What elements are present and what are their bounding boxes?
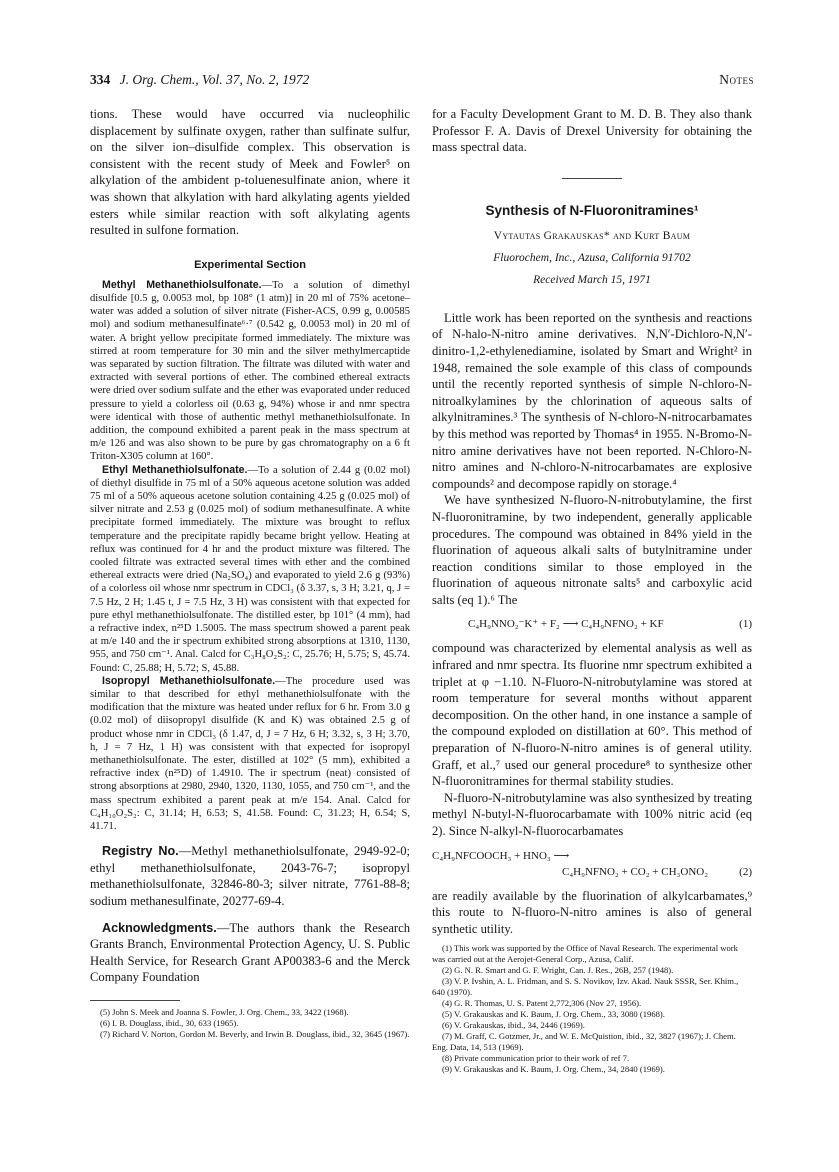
equation-number: (2) [739,865,752,878]
footnote: (8) Private communication prior to their work of ref 7. [442,1053,630,1064]
header-left [90,72,309,88]
left-column [90,106,410,1040]
run-in-heading: Methyl Methanethiolsulfonate. [102,278,262,291]
article-authors: Vytautas Grakauskas* and Kurt Baum [493,229,691,242]
footnote: (2) G. N. R. Smart and G. F. Wright, Can. J. Res., 26B, 257 (1948). [442,965,674,976]
experimental-isopropyl [90,675,410,833]
equation-2 [432,848,752,880]
footnote: (7) M. Graff, C. Gotzmer, Jr., and W. E. McQuistion, ibid., 32, 3827 (1967); J. Chem. Eng. Data, 14, 513 (1969). [432,1031,736,1053]
acknowledgments-paragraph [90,920,410,986]
intro-paragraph: tions. These would have occurred via nucleophilic displacement by sulfinate oxygen, rather than sulfinate sulfur, on the silver ion–disulfide complex. This observation is consistent with the recent study of Meek and Fowler⁵ on alkylation of the ambident p-toluenesulfinate anion, where it was shown that alkylation with hard alkylating agents yielded esters while similar reaction with soft alkylating agents resulted in sulfone formation. [90,107,410,238]
footnote-separator [90,1000,180,1001]
run-in-heading: Registry No. [102,844,179,859]
equation-text: C₄H₉NNO₂⁻K⁺ + F₂ ⟶ C₄H₉NFNO₂ + KF [468,618,664,631]
journal-citation: J. Org. Chem., Vol. 37, No. 2, 1972 [119,72,310,87]
footnote: (4) G. R. Thomas, U. S. Patent 2,772,306 (Nov 27, 1956). [442,998,642,1009]
footnote: (6) V. Grakauskas, ibid., 34, 2446 (1969). [442,1020,585,1031]
equation-1 [432,616,752,632]
body-paragraph-5: are readily available by the fluorination of alkylcarbamates,⁹ this route to N-fluoro-N-nitro amines is also of general synthetic utility. [432,888,752,936]
experimental-methyl [90,279,410,464]
experimental-heading: Experimental Section [194,258,306,271]
footnote: (5) John S. Meek and Joanna S. Fowler, J. Org. Chem., 33, 3422 (1968). [100,1007,349,1018]
article-divider [562,178,622,179]
body-paragraph-2: We have synthesized N-fluoro-N-nitrobutylamine, the first N-fluoronitramine, by two independent, generally applicable procedures. The compound was obtained in 84% yield in the fluorination of aqueous alkali salts of butylnitramine under reaction conditions similar to those employed in the fluorination of aqueous nitronate salts⁵ and carboxylic acid salts (eq 1).⁶ The [432,493,752,607]
equation-line-1: C₄H₉NFCOOCH₃ + HNO₃ ⟶ [432,849,570,862]
received-date: Received March 15, 1971 [533,273,651,286]
right-column [432,106,752,1075]
page-header [90,72,754,94]
footnote: (7) Richard V. Norton, Gordon M. Beverly, and Irwin B. Douglass, ibid., 32, 3645 (1967). [100,1029,410,1040]
continued-paragraph: for a Faculty Development Grant to M. D. B. They also thank Professor F. A. Davis of Drexel University for obtaining the mass spectral data. [432,107,752,155]
footnote: (1) This work was supported by the Office of Naval Research. The experimental work was carried out at the Aerojet-General Corp., Azusa, Calif. [432,943,738,965]
right-footnotes [432,943,752,1075]
run-in-heading: Isopropyl Methanethiolsulfonate. [102,674,276,687]
section-name: Notes [719,72,754,87]
article-title: Synthesis of N-Fluoronitramines¹ [485,202,699,218]
run-in-heading: Acknowledgments. [102,920,217,935]
article-affiliation: Fluorochem, Inc., Azusa, California 91702 [493,251,691,264]
paragraph-text: —The authors thank the Research Grants Branch, Environmental Protection Agency, U. S. Public Health Service, for Research Grant AP00383-6 and the Merck Company Foundation [90,920,410,985]
body-paragraph-3: compound was characterized by elemental analysis as well as infrared and nmr spectra. Its fluorine nmr spectrum exhibited a triplet at φ −1.10. N-Fluoro-N-nitrobutylamine was stored at room temperature for several months without apparent decomposition. On the other hand, in one instance a sample of the compound exploded on distillation at 60°. This method of preparation of N-fluoro-N-nitro amines is of general utility. Graff, et al.,⁷ used our general procedure⁸ to synthesize other N-fluoronitramines for thermal stability studies. [432,641,752,789]
footnote: (3) V. P. Ivshin, A. L. Fridman, and S. S. Novikov, Izv. Akad. Nauk SSSR, Ser. Khim., 640 (1970). [432,976,739,998]
equation-number: (1) [739,618,752,631]
body-paragraph-4: N-fluoro-N-nitrobutylamine was also synthesized by treating methyl N-butyl-N-fluorocarbamate with 100% nitric acid (eq 2). Since N-alkyl-N-fluorocarbamates [432,790,752,838]
paragraph-text: —Methyl methanethiolsulfonate, 2949-92-0; ethyl methanethiolsulfonate, 2043-76-7; isopropyl methanethiolsulfonate, 32846-80-3; silver nitrate, 7761-88-8; sodium methanesulfinate, 20277-69-4. [90,844,410,909]
left-footnotes [90,1007,410,1040]
footnote: (5) V. Grakauskas and K. Baum, J. Org. Chem., 33, 3080 (1968). [442,1009,665,1020]
paragraph-text: —To a solution of 2.44 g (0.02 mol) of diethyl disulfide in 75 ml of a 50% aqueous acetone solution was added 75 ml of a 50% aqueous acetone solution containing 4.25 g (0.025 mol) of silver nitrate and 2.53 g (0.025 mol) of sodium methanesulfinate. A white precipitate formed immediately. The mixture was brought to reflux temperature and the precipitate rapidly became bright yellow. Heating at reflux was continued for 4 hr and the product mixture was filtered. The cooled filtrate was extracted several times with ether and the combined ethereal extracts were dried (Na₂SO₄) and evaporated to yield 2.6 g (93%) of a colorless oil whose nmr spectrum in CDCl₃ (δ 3.37, s, 3 H; 3.21, q, J = 7.5 Hz, 2 H; 1.45 t, J = 7.5 Hz, 3 H) was consistent with that expected for pure ethyl methanethiolsulfonate. The distilled ester, bp 101° (4 mm), had a refractive index, n²⁵D 1.5005. The mass spectrum showed a parent peak at m/e 140 and the ir spectrum exhibited strong absorptions at 1310, 1130, 955, and 750 cm⁻¹. Anal. Calcd for C₃H₈O₂S₂: C, 25.76; H, 5.75; S, 45.74. Found: C, 25.88; H, 5.72; S, 45.88. [90,464,410,674]
page-number: 334 [90,72,111,87]
paragraph-text: —To a solution of dimethyl disulfide [0.5 g, 0.0053 mol, bp 108° (1 atm)] in 20 ml of 75% acetone–water was added a solution of silver nitrate (Fisher-ACS, 0.99 g, 0.00585 mol) and sodium methanesulfinate⁶·⁷ (0.542 g, 0.0053 mol) in 20 ml of water. A bright yellow precipitate formed immediately. The mixture was stirred at room temperature for 30 min and the silver methylmercaptide was separated by suction filtration. The filtrate was diluted with water and extracted with several portions of ether. The combined ethereal extracts were dried over sodium sulfate and the ether was evaporated under reduced pressure to yield a colorless oil (0.63 g, 94%) whose ir and nmr spectra were identical with those of authentic methyl methanethiolsulfonate. In addition, the compound exhibited a parent peak in the mass spectrum at m/e 126 and was also shown to be pure by gas chromatography on a 6 ft Triton-X305 column at 160°. [90,279,410,463]
equation-line-2: C₄H₉NFNO₂ + CO₂ + CH₃ONO₂ [562,865,709,878]
paragraph-text: —The procedure used was similar to that described for ethyl methanethiolsulfonate with the modification that the mixture was heated under reflux for 6 hr. From 3.0 g (0.02 mol) of diisopropyl disulfide (K and K) was obtained 2.5 g of product whose nmr in CDCl₃ (δ 1.47, d, J = 7 Hz, 6 H; 3.32, s, 3 H; 3.70, h, J = 7 Hz, 1 H) was consistent with that expected for isopropyl methanethiolsulfonate. The ester, distilled at 102° (5 mm), exhibited a refractive index (n²⁵D) of 1.4910. The ir spectrum (neat) consisted of strong absorptions at 2980, 2940, 1320, 1130, 1055, and 750 cm⁻¹, and the mass spectrum exhibited a parent peak at m/e 154. Anal. Calcd for C₄H₁₀O₂S₂: C, 31.14; H, 6.53; S, 41.58. Found: C, 31.23; H, 6.54; S, 41.71. [90,675,410,833]
registry-paragraph [90,843,410,909]
experimental-ethyl [90,464,410,675]
footnote: (9) V. Grakauskas and K. Baum, J. Org. Chem., 34, 2840 (1969). [442,1064,665,1075]
footnote: (6) I. B. Douglass, ibid., 30, 633 (1965). [100,1018,239,1029]
run-in-heading: Ethyl Methanethiolsulfonate. [102,463,248,476]
body-paragraph-1: Little work has been reported on the synthesis and reactions of N-halo-N-nitro amine derivatives. N,N′-Dichloro-N,N′-dinitro-1,2-ethylenediamine, isolated by Smart and Wright² in 1948, remained the sole example of this class of compounds until the recently reported synthesis of simple N-chloro-N-nitroalkylamines by the chlorination of aqueous salts of alkylnitramines.³ The synthesis of N-chloro-N-nitrocarbamates by this method was reported by Thomas⁴ in 1955. N-Bromo-N-nitro amine derivatives have not been reported. N-Chloro-N-nitro amines and N-chloro-N-nitrocarbamates are explosive compounds² and decompose rapidly on storage.⁴ [432,310,752,491]
